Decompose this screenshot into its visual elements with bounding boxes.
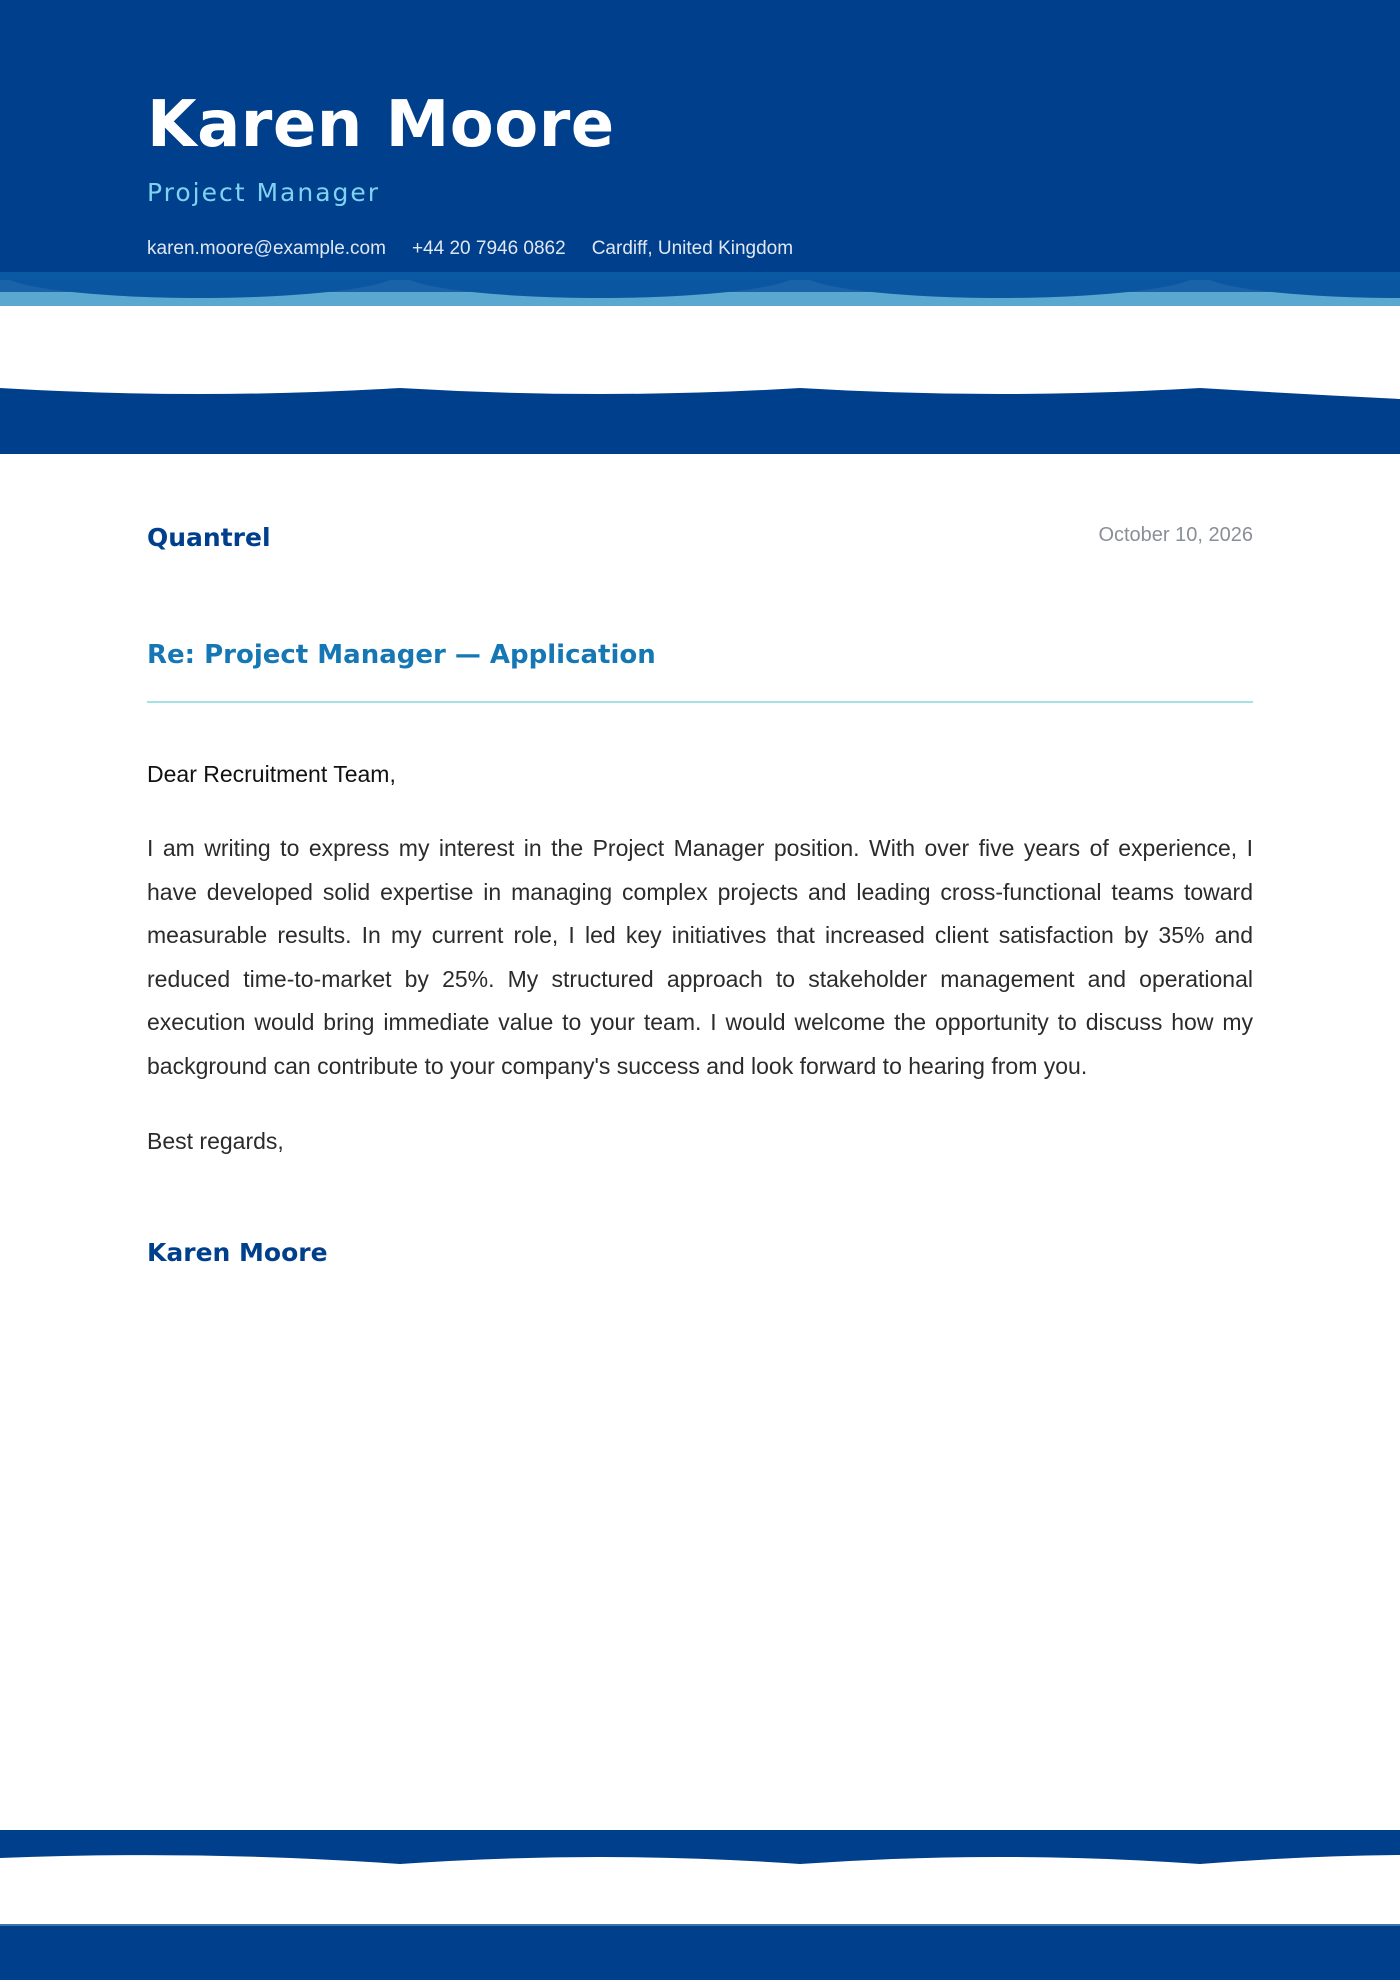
recipient-company: Quantrel bbox=[147, 523, 271, 552]
letter-date: October 10, 2026 bbox=[1098, 524, 1253, 546]
letter-greeting: Dear Recruitment Team, bbox=[147, 761, 396, 787]
letter-closing: Best regards, bbox=[147, 1128, 284, 1154]
contact-email[interactable]: karen.moore@example.com bbox=[147, 238, 386, 259]
subject-divider bbox=[147, 701, 1253, 703]
contact-phone[interactable]: +44 20 7946 0862 bbox=[411, 238, 566, 259]
letter-subject: Re: Project Manager — Application bbox=[147, 640, 656, 670]
sender-name: Karen Moore bbox=[147, 88, 615, 162]
sender-title: Project Manager bbox=[147, 178, 381, 207]
header-wave-decoration bbox=[0, 270, 1400, 320]
top-wave-band bbox=[0, 380, 1400, 454]
bottom-wave-band bbox=[0, 1830, 1400, 1980]
letter-paragraph: I am writing to express my interest in the Project Manager position. With over five years of experience, I have developed solid expertise in managing complex projects and leading cross-functional teams toward measurable results. In my current role, I led key initiatives that increased client satisfaction by 35% and reduced time-to-market by 25%. My structured approach to stakeholder management and operational execution would bring immediate value to your team. I would welcome the opportunity to discuss how my background can contribute to your company's success and look forward to hearing from you. bbox=[147, 835, 1253, 1079]
contact-info bbox=[147, 238, 793, 260]
contact-location: Cardiff, United Kingdom bbox=[591, 238, 794, 259]
letter-body bbox=[147, 755, 1253, 1160]
signature-name: Karen Moore bbox=[147, 1238, 328, 1267]
